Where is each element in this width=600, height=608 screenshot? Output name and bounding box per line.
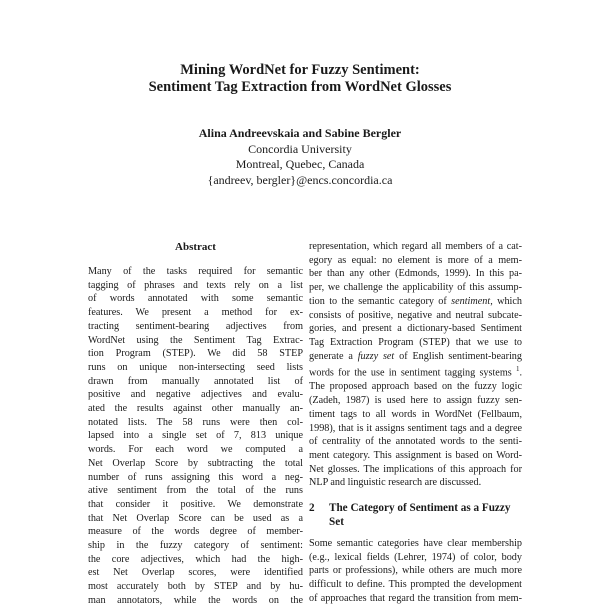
- intro-line: Net glosses. The implications of this approach for: [309, 463, 522, 475]
- intro-line: consists of positive, negative and neutral subcate-: [309, 309, 522, 321]
- abstract-heading: Abstract: [175, 241, 216, 253]
- abstract-line: that Net Overlap Score can be used as a: [88, 512, 303, 524]
- abstract-line: lapsed into a single set of 7, 813 unique: [88, 430, 303, 442]
- section-heading: [309, 501, 522, 529]
- intro-line: (Zadeh, 1987) is used here to assign fuzzy sen-: [309, 395, 522, 407]
- intro-line-fuzzy: generate a fuzzy set of English sentiment-bearing: [309, 350, 522, 362]
- footnote-marker[interactable]: 1: [515, 365, 520, 374]
- title-line-2: Sentiment Tag Extraction from WordNet Glosses: [148, 79, 452, 95]
- section-line: difficult to define. This prompted the development: [309, 579, 522, 591]
- abstract-line: tracting sentiment-bearing adjectives from: [88, 320, 303, 332]
- author-names: Alina Andreevskaia and Sabine Bergler: [198, 126, 402, 140]
- section-body: [309, 537, 522, 606]
- location: Montreal, Quebec, Canada: [235, 157, 365, 171]
- abstract-line: ship in the fuzzy category of sentiment:: [88, 540, 303, 552]
- intro-line: per, we challenge the applicability of this assump-: [309, 282, 522, 294]
- abstract-line: words. For each word we computed a: [88, 444, 303, 456]
- emphasis-fuzzy-set: fuzzy set: [357, 350, 395, 362]
- abstract-line: ative sentiment from the total of the runs: [88, 485, 303, 497]
- intro-line: timent tags to all words in WordNet (Fellbaum,: [309, 408, 522, 420]
- left-column: [88, 240, 303, 608]
- section-number: 2: [309, 502, 315, 515]
- abstract-line: most accurately both by STEP and by hu-: [88, 581, 303, 593]
- abstract-line: notated lists. The 58 runs were then col-: [88, 416, 303, 428]
- intro-line: The proposed approach based on the fuzzy logic: [309, 381, 522, 393]
- intro-line: of centrality of the annotated words to the senti-: [309, 436, 522, 448]
- affiliation: Concordia University: [248, 141, 352, 156]
- section-line: (e.g., lexical fields (Lehrer, 1974) of color, body: [309, 551, 522, 563]
- abstract-line: of words annotated with some semantic: [88, 293, 303, 305]
- intro-line: NLP and linguistic research are discussed.: [309, 477, 482, 489]
- abstract-line: Many of the tasks required for semantic: [88, 266, 303, 277]
- intro-line: representation, which regard all members of a cat-: [309, 241, 522, 252]
- section-line: of approaches that regard the transition from mem-: [309, 592, 522, 604]
- intro-line: ment category. This assignment is based on Word-: [309, 449, 522, 461]
- intro-lines-middle: [309, 309, 522, 350]
- emphasis-sentiment: sentiment: [451, 295, 491, 307]
- abstract-line: runs on unique non-intersecting seed lists: [88, 361, 303, 373]
- intro-line: egory as equal: no element is more of a mem-: [309, 254, 522, 266]
- section-line: Some semantic categories have clear membership: [309, 538, 522, 550]
- email: {andreev, bergler}@encs.concordia.ca: [207, 172, 393, 187]
- intro-line: gories, and present a dictionary-based Sentiment: [309, 323, 522, 335]
- abstract-line: est Net Overlap scores, were identified: [88, 567, 303, 579]
- abstract-line: man annotators, while the words on the: [88, 594, 303, 606]
- abstract-line: Net Overlap Score by subtracting the total: [88, 457, 303, 469]
- section-title: The Category of Sentiment as a Fuzzy Set: [329, 502, 511, 529]
- intro-line-footnote: words for the use in sentiment tagging systems $^1$.: [309, 365, 522, 379]
- abstract-line: WordNet using the Sentiment Tag Extrac-: [88, 334, 303, 346]
- title-line-1: Mining WordNet for Fuzzy Sentiment:: [180, 62, 420, 78]
- author-block: [0, 126, 600, 188]
- abstract-line: the core adjectives, which had the high-: [88, 553, 303, 565]
- abstract-line: tagging of phrases and texts rely on a list: [88, 279, 303, 291]
- abstract-line: that consider it positive. We demonstrate: [88, 498, 303, 510]
- abstract-line: measure of the words degree of member-: [88, 526, 303, 538]
- abstract-body: [88, 265, 303, 608]
- intro-line: 1998), that is it assigns sentiment tags and a degree: [309, 422, 522, 434]
- abstract-line: drawn from manually annotated list of: [88, 375, 303, 387]
- paper-title: [0, 62, 600, 96]
- intro-lines-bottom: [309, 380, 522, 490]
- intro-line: ber than any other (Edmonds, 1999). In this pa-: [309, 268, 522, 280]
- abstract-line: positive and negative adjectives and evalu-: [88, 389, 303, 401]
- intro-lines-top: [309, 240, 522, 295]
- abstract-line: number of runs assigning this word a neg-: [88, 471, 303, 483]
- abstract-line: features. We present a method for ex-: [88, 307, 303, 319]
- intro-line-sentiment: tion to the semantic category of sentiment, which: [309, 295, 522, 307]
- section-line: parts or professions), while others are much more: [309, 565, 522, 577]
- abstract-line: tion Program (STEP). We did 58 STEP: [88, 348, 303, 360]
- abstract-line: ated the results against other manually an-: [88, 403, 303, 415]
- right-column: [309, 240, 522, 606]
- intro-line: Tag Extraction Program (STEP) that we use to: [309, 336, 522, 348]
